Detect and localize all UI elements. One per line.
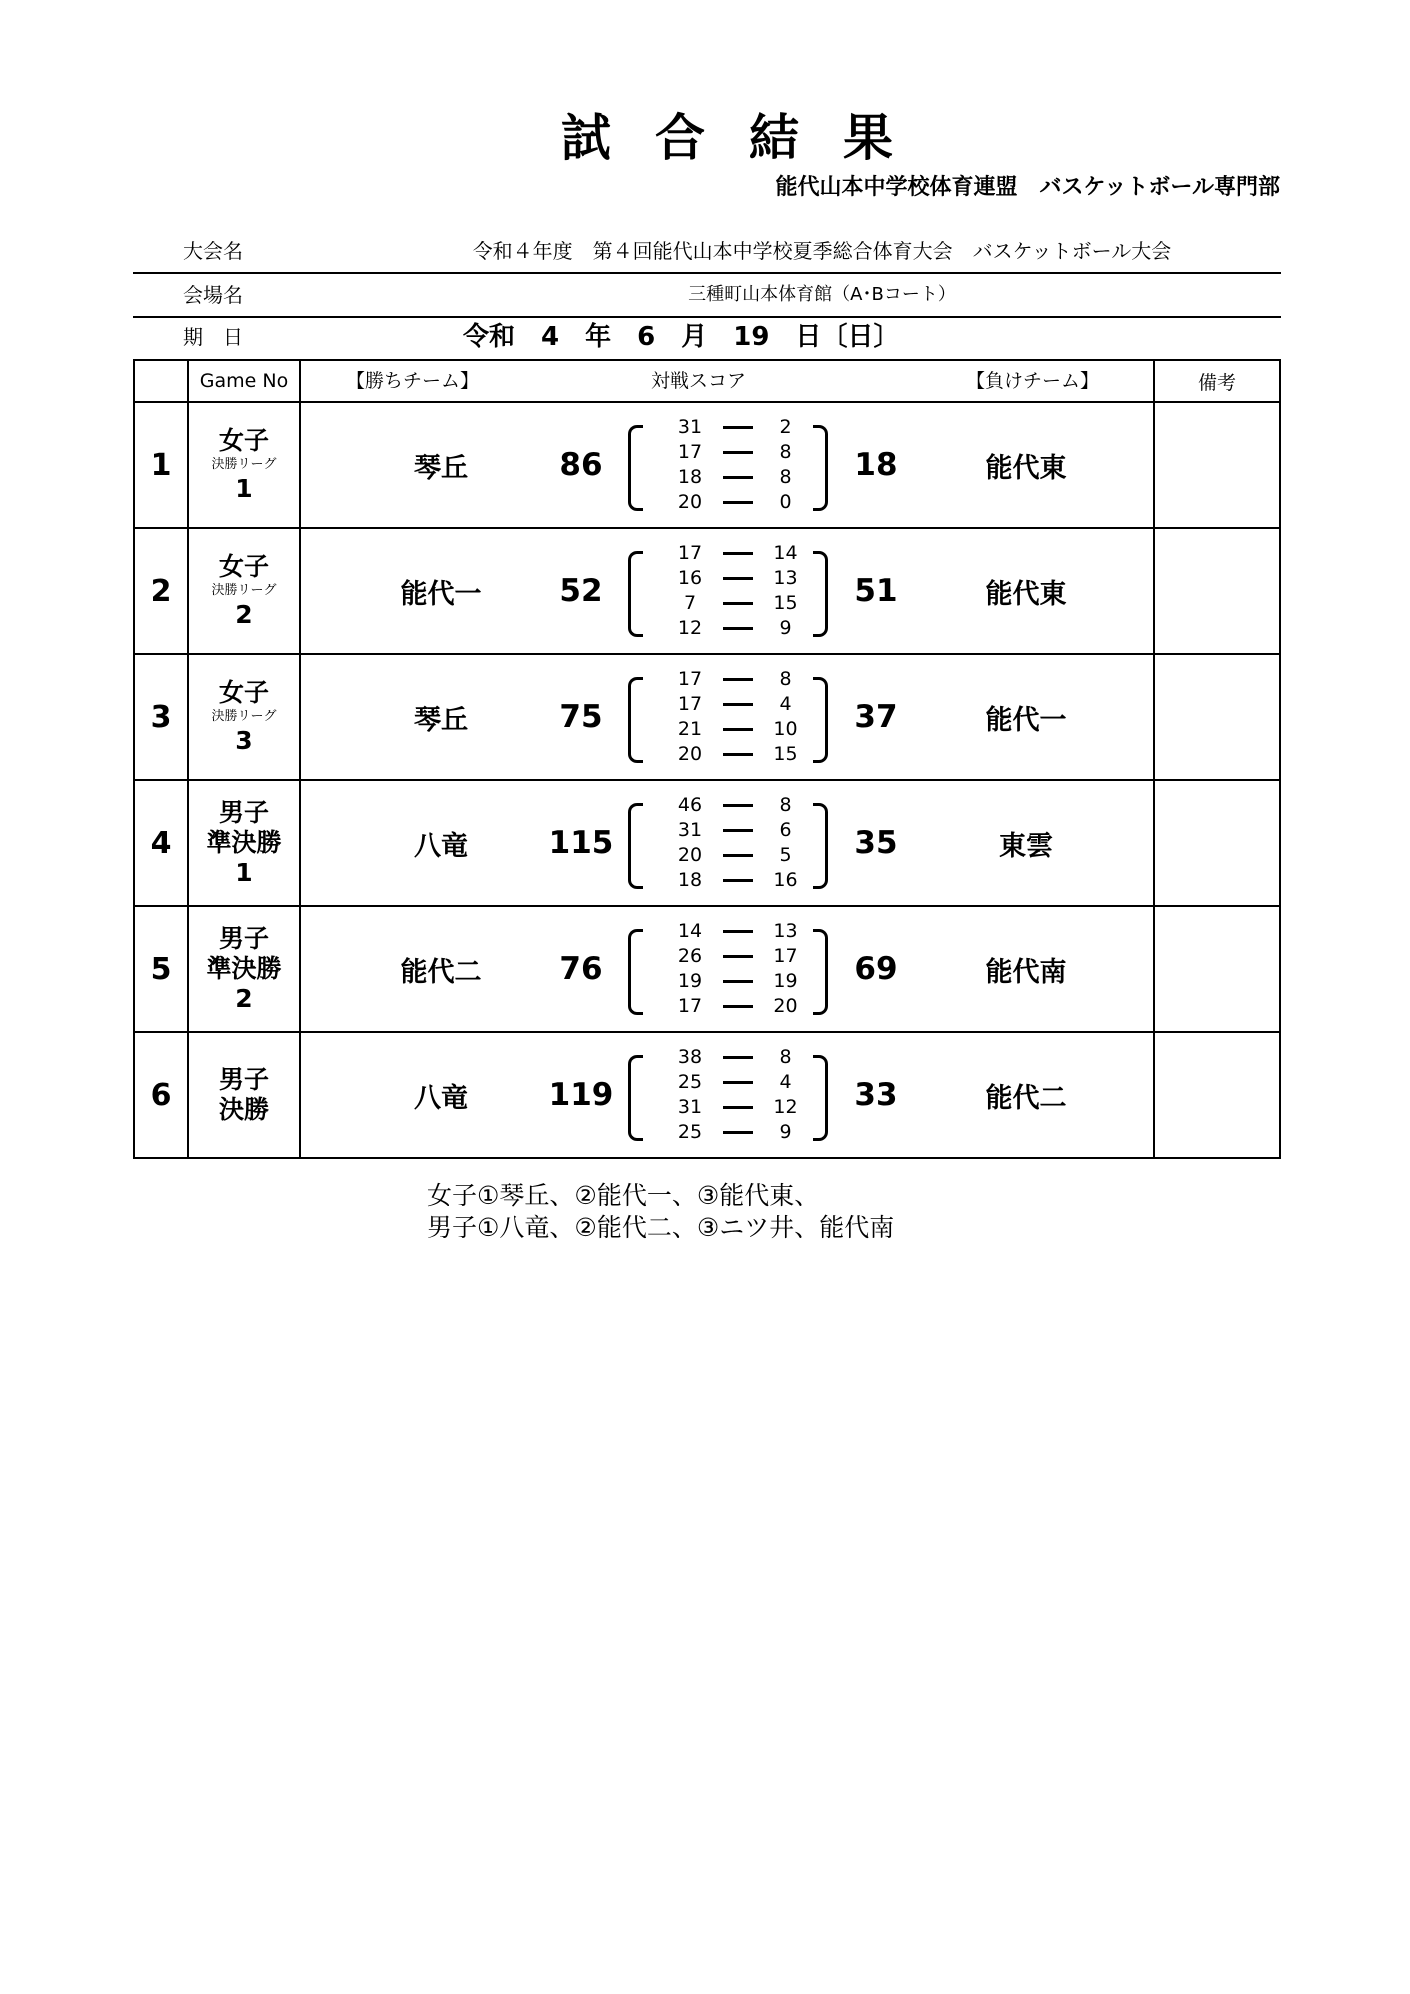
period-winner-points: 31 [677,819,703,841]
right-bracket [813,1055,828,1141]
period-dash [723,1005,753,1008]
period-winner-points: 26 [677,945,703,967]
row-number: 2 [134,528,188,654]
date-day: 19 [733,322,770,352]
winner-score: 52 [559,573,603,609]
winner-team: 八竜 [414,1082,468,1114]
period-dash [723,753,753,756]
period-loser-points: 8 [779,668,792,690]
table-row [134,402,1280,528]
venue-label: 会場名 [183,283,243,307]
game-round: 決勝リーグ [211,709,277,724]
table-row [134,654,1280,780]
period-score-row [648,944,808,969]
loser-score: 51 [854,573,898,609]
game-category: 男子 [218,798,269,827]
period-winner-points: 16 [677,567,703,589]
game-number: 1 [235,474,253,503]
period-score-row [648,440,808,465]
period-winner-points: 19 [677,970,703,992]
row-number: 1 [134,402,188,528]
notes-cell [1154,1032,1280,1158]
period-scores [628,1045,828,1145]
notes-cell [1154,906,1280,1032]
right-bracket [813,425,828,511]
period-dash [723,955,753,958]
period-score-row [648,793,808,818]
period-score-row [648,969,808,994]
period-loser-points: 8 [779,441,792,463]
period-dash [723,577,753,580]
period-score-row [648,692,808,717]
header-notes: 備考 [1154,360,1280,402]
period-dash [723,879,753,882]
date-row [133,316,1281,358]
game-round: 決勝リーグ [211,583,277,598]
left-bracket [628,803,643,889]
header-winner: 【勝ちチーム】 [346,370,480,392]
date-weekday: 〔日〕 [821,322,900,352]
period-winner-points: 14 [677,920,703,942]
period-loser-points: 2 [779,416,792,438]
period-score-row [648,717,808,742]
organization-name: 能代山本中学校体育連盟 バスケットボール専門部 [775,175,1280,200]
period-score-row [648,566,808,591]
game-category: 男子 [218,924,269,953]
period-score-row [648,541,808,566]
period-dash [723,627,753,630]
period-loser-points: 5 [779,844,792,866]
period-loser-points: 15 [773,592,798,614]
period-score-row [648,591,808,616]
period-loser-points: 20 [773,995,798,1017]
tournament-value: 令和４年度 第４回能代山本中学校夏季総合体育大会 バスケットボール大会 [472,239,1172,263]
match-cell [300,1032,1154,1158]
game-category: 男子 [218,1065,269,1094]
loser-score: 69 [854,951,898,987]
period-dash [723,678,753,681]
period-loser-points: 8 [779,794,792,816]
game-label [188,1032,300,1158]
game-number: 2 [235,984,253,1013]
header-score: 対戦スコア [651,370,747,392]
date-year-unit: 年 [585,322,612,352]
right-bracket [813,929,828,1015]
table-row [134,906,1280,1032]
period-score-row [648,742,808,767]
period-loser-points: 4 [779,1071,792,1093]
summary-line-boys: 男子①八竜、②能代二、③ニツ井、能代南 [427,1213,895,1242]
loser-team: 能代一 [985,704,1067,736]
summary-line-girls: 女子①琴丘、②能代一、③能代東、 [427,1181,820,1210]
game-number: 3 [235,726,253,755]
date-month: 6 [637,322,656,352]
row-number: 4 [134,780,188,906]
period-loser-points: 12 [773,1096,798,1118]
period-score-row [648,1045,808,1070]
header-number [134,360,188,402]
header-game-no: Game No [188,360,300,402]
period-winner-points: 25 [677,1121,703,1143]
winner-team: 琴丘 [414,452,468,484]
period-winner-points: 31 [677,416,703,438]
period-loser-points: 0 [779,491,792,513]
period-winner-points: 25 [677,1071,703,1093]
loser-score: 37 [854,699,898,735]
game-category: 女子 [218,678,269,707]
period-winner-points: 20 [677,491,703,513]
period-loser-points: 16 [773,869,798,891]
date-month-unit: 月 [681,322,708,352]
period-dash [723,930,753,933]
date-era: 令和 [463,322,516,352]
period-loser-points: 6 [779,819,792,841]
period-winner-points: 18 [677,869,703,891]
loser-team: 能代東 [985,452,1067,484]
game-round: 決勝リーグ [211,457,277,472]
table-row [134,1032,1280,1158]
period-winner-points: 46 [677,794,703,816]
game-number: 2 [235,600,253,629]
period-loser-points: 19 [773,970,798,992]
period-score-row [648,490,808,515]
period-dash [723,426,753,429]
page-title: 試合結果 [561,109,937,167]
winner-score: 76 [559,951,603,987]
period-score-row [648,868,808,893]
results-table [133,359,1281,1159]
period-winner-points: 17 [677,668,703,690]
winner-score: 86 [559,447,603,483]
period-winner-points: 21 [677,718,703,740]
left-bracket [628,1055,643,1141]
row-number: 3 [134,654,188,780]
venue-value: 三種町山本体育館（A･Bコート） [688,284,956,305]
period-scores [628,667,828,767]
period-score-row [648,667,808,692]
game-round: 準決勝 [206,828,282,857]
period-winner-points: 17 [677,693,703,715]
period-winner-points: 12 [677,617,703,639]
date-label: 期 日 [183,325,243,349]
period-dash [723,1056,753,1059]
period-dash [723,476,753,479]
table-row [134,780,1280,906]
winner-team: 能代二 [400,956,482,988]
period-dash [723,501,753,504]
game-number: 1 [235,858,253,887]
game-label [188,528,300,654]
match-cell [300,654,1154,780]
period-score-row [648,1070,808,1095]
loser-team: 能代東 [985,578,1067,610]
loser-team: 東雲 [999,830,1053,862]
game-label [188,654,300,780]
date-value [463,316,1281,358]
period-score-row [648,843,808,868]
winner-team: 能代一 [400,578,482,610]
period-score-row [648,415,808,440]
loser-score: 18 [854,447,898,483]
game-category: 女子 [218,426,269,455]
game-label [188,906,300,1032]
period-winner-points: 31 [677,1096,703,1118]
venue-row [133,274,1281,318]
period-loser-points: 4 [779,693,792,715]
right-bracket [813,677,828,763]
period-score-row [648,1095,808,1120]
winner-score: 75 [559,699,603,735]
period-dash [723,602,753,605]
period-dash [723,1131,753,1134]
match-cell [300,528,1154,654]
loser-score: 35 [854,825,898,861]
period-loser-points: 15 [773,743,798,765]
left-bracket [628,677,643,763]
period-dash [723,804,753,807]
table-row [134,528,1280,654]
period-loser-points: 9 [779,1121,792,1143]
period-score-row [648,1120,808,1145]
period-scores [628,415,828,515]
period-dash [723,980,753,983]
left-bracket [628,551,643,637]
period-dash [723,829,753,832]
period-winner-points: 20 [677,743,703,765]
period-dash [723,1081,753,1084]
date-day-unit: 日 [795,322,822,352]
period-scores [628,793,828,893]
notes-cell [1154,780,1280,906]
left-bracket [628,425,643,511]
standings-summary [427,1180,894,1244]
period-winner-points: 17 [677,995,703,1017]
game-label [188,402,300,528]
loser-team: 能代二 [985,1082,1067,1114]
game-label [188,780,300,906]
match-cell [300,906,1154,1032]
match-cell [300,780,1154,906]
right-bracket [813,803,828,889]
tournament-label: 大会名 [183,239,243,263]
notes-cell [1154,402,1280,528]
period-dash [723,451,753,454]
period-loser-points: 14 [773,542,798,564]
period-winner-points: 7 [683,592,697,614]
notes-cell [1154,654,1280,780]
period-score-row [648,616,808,641]
period-dash [723,1106,753,1109]
period-loser-points: 8 [779,466,792,488]
winner-team: 八竜 [414,830,468,862]
row-number: 5 [134,906,188,1032]
notes-cell [1154,528,1280,654]
period-score-row [648,465,808,490]
period-scores [628,919,828,1019]
date-year: 4 [541,322,560,352]
period-loser-points: 8 [779,1046,792,1068]
period-loser-points: 13 [773,920,798,942]
game-category: 女子 [218,552,269,581]
left-bracket [628,929,643,1015]
period-score-row [648,919,808,944]
period-score-row [648,994,808,1019]
period-loser-points: 10 [773,718,798,740]
table-header-row [134,360,1280,402]
period-loser-points: 13 [773,567,798,589]
period-dash [723,703,753,706]
period-winner-points: 38 [677,1046,703,1068]
period-winner-points: 18 [677,466,703,488]
period-dash [723,552,753,555]
tournament-row [133,230,1281,274]
match-cell [300,402,1154,528]
period-dash [723,854,753,857]
period-winner-points: 17 [677,542,703,564]
game-round: 準決勝 [206,954,282,983]
header-main [300,360,1154,402]
loser-team: 能代南 [985,956,1067,988]
period-winner-points: 20 [677,844,703,866]
winner-score: 119 [548,1077,614,1113]
winner-score: 115 [548,825,614,861]
winner-team: 琴丘 [414,704,468,736]
period-loser-points: 9 [779,617,792,639]
period-loser-points: 17 [773,945,798,967]
loser-score: 33 [854,1077,898,1113]
game-round: 決勝 [218,1095,269,1124]
period-scores [628,541,828,641]
row-number: 6 [134,1032,188,1158]
right-bracket [813,551,828,637]
period-winner-points: 17 [677,441,703,463]
header-loser: 【負けチーム】 [966,370,1100,392]
period-score-row [648,818,808,843]
period-dash [723,728,753,731]
